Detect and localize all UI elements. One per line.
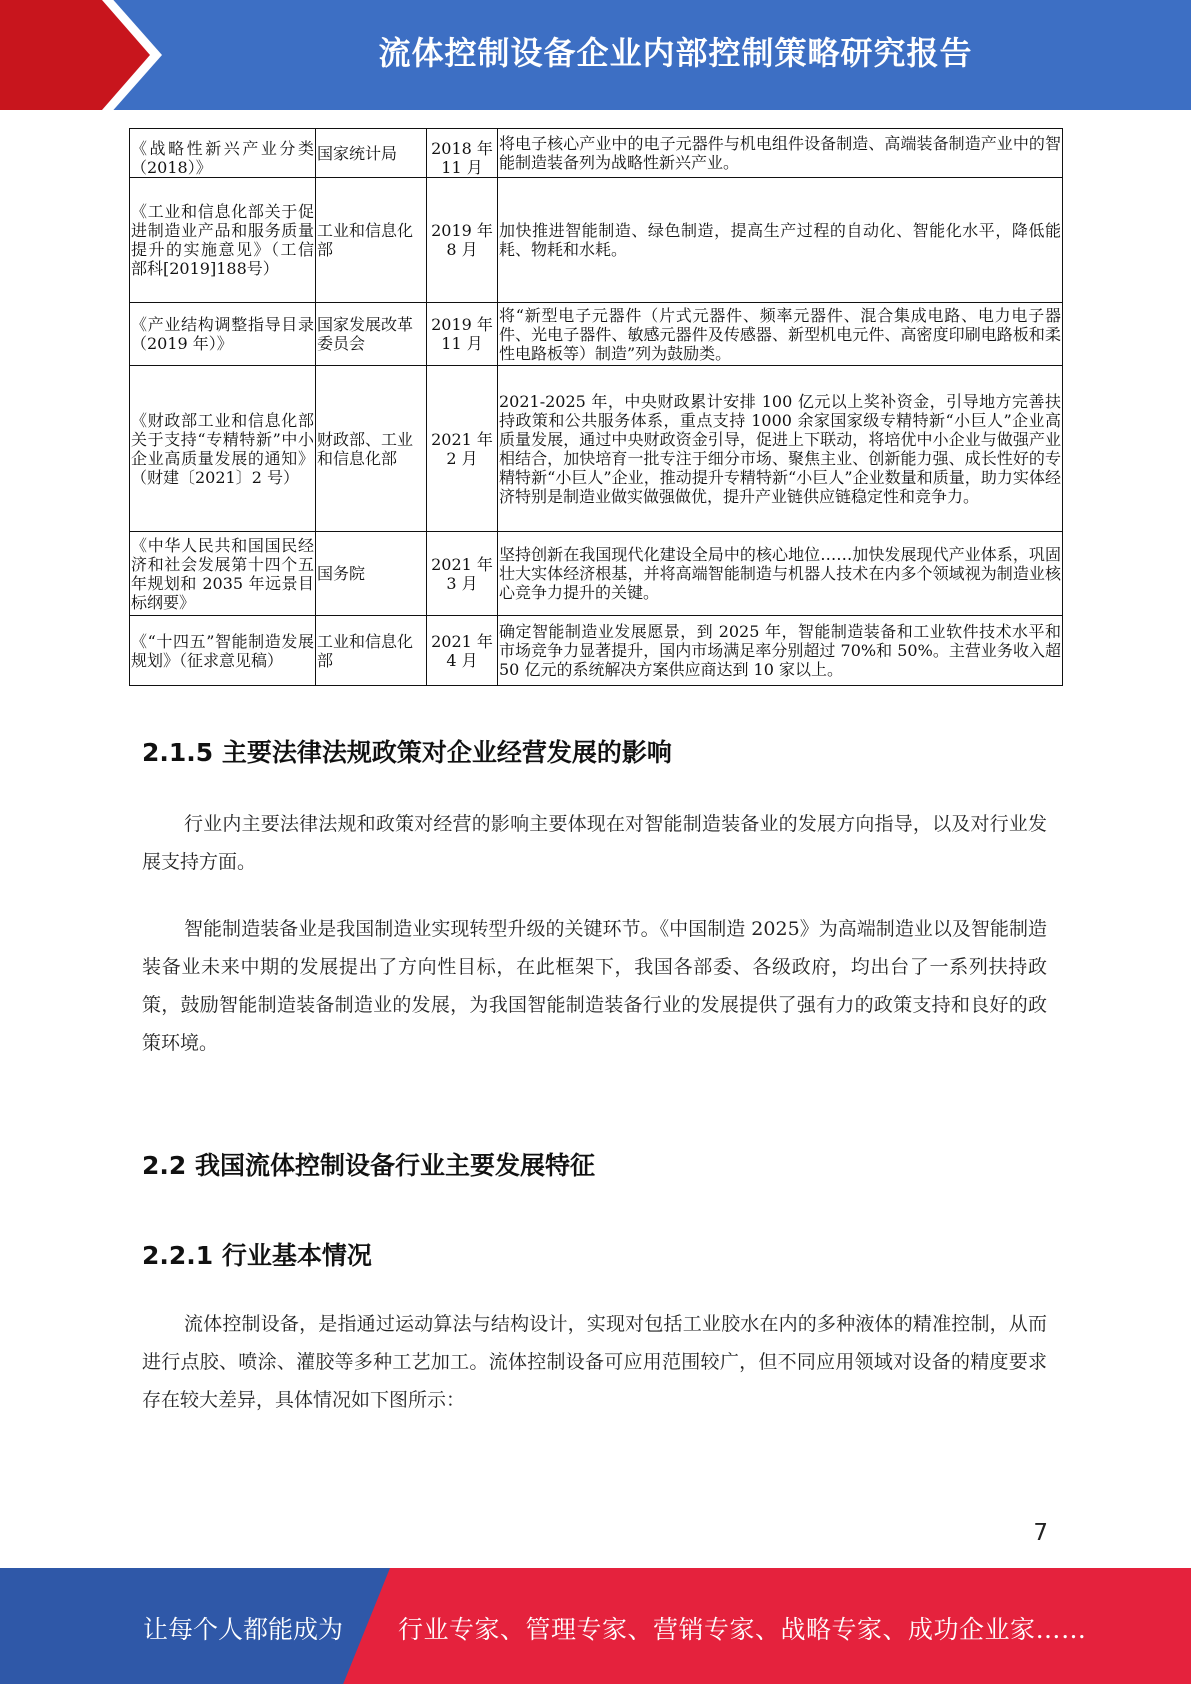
policy-name-cell: 《中华人民共和国国民经济和社会发展第十四个五年规划和 2035 年远景目标纲要》 bbox=[130, 532, 316, 616]
footer-slogan-right: 行业专家、管理专家、营销专家、战略专家、成功企业家…… bbox=[398, 1615, 1087, 1644]
section-heading-2-1-5: 2.1.5 主要法律法规政策对企业经营发展的影响 bbox=[142, 738, 672, 767]
policy-content-cell: 确定智能制造业发展愿景，到 2025 年，智能制造装备和工业软件技术水平和市场竞争力显著提升，国内市场满足率分别超过 70%和 50%。主营业务收入超 50 亿元的系统解决方案供应商达到 10 家以上。 bbox=[498, 616, 1063, 686]
table-row bbox=[130, 532, 1063, 616]
policy-content-cell: 坚持创新在我国现代化建设全局中的核心地位……加快发展现代产业体系，巩固壮大实体经济根基，并将高端智能制造与机器人技术在内多个领域视为制造业核心竞争力提升的关键。 bbox=[498, 532, 1063, 616]
policy-name-cell: 《“十四五”智能制造发展规划》（征求意见稿） bbox=[130, 616, 316, 686]
paragraph: 流体控制设备，是指通过运动算法与结构设计，实现对包括工业胶水在内的多种液体的精准控制，从而进行点胶、喷涂、灌胶等多种工艺加工。流体控制设备可应用范围较广，但不同应用领域对设备的精度要求存在较大差异，具体情况如下图所示： bbox=[142, 1313, 1047, 1411]
table-row bbox=[130, 616, 1063, 686]
footer-slogan-left: 让每个人都能成为 bbox=[143, 1615, 344, 1644]
policy-content-cell: 将电子核心产业中的电子元器件与机电组件设备制造、高端装备制造产业中的智能制造装备列为战略性新兴产业。 bbox=[498, 129, 1063, 178]
policy-date-cell: 2021 年 3 月 bbox=[427, 532, 498, 616]
section-heading-2-2: 2.2 我国流体控制设备行业主要发展特征 bbox=[142, 1151, 595, 1180]
table-row bbox=[130, 366, 1063, 532]
policy-name-cell: 《战略性新兴产业分类（2018）》 bbox=[130, 129, 316, 178]
paragraph: 智能制造装备业是我国制造业实现转型升级的关键环节。《中国制造 2025》为高端制造业以及智能制造装备业未来中期的发展提出了方向性目标，在此框架下，我国各部委、各级政府，均出台了一系列扶持政策，鼓励智能制造装备制造业的发展，为我国智能制造装备行业的发展提供了强有力的政策支持和良好的政策环境。 bbox=[142, 918, 1047, 1054]
policy-table bbox=[129, 128, 1063, 686]
policy-name-cell: 《产业结构调整指导目录（2019 年）》 bbox=[130, 303, 316, 366]
page-number: 7 bbox=[1033, 1520, 1048, 1546]
page-header-banner bbox=[0, 0, 1191, 110]
policy-content-cell: 2021-2025 年，中央财政累计安排 100 亿元以上奖补资金，引导地方完善扶持政策和公共服务体系，重点支持 1000 余家国家级专精特新“小巨人”企业高质量发展，通过中央财政资金引导，促进上下联动，将培优中小企业与做强产业相结合，加快培育一批专注于细分市场、聚焦主业、创新能力强、成长性好的专精特新“小巨人”企业，推动提升专精特新“小巨人”企业数量和质量，助力实体经济特别是制造业做实做强做优，提升产业链供应链稳定性和竞争力。 bbox=[498, 366, 1063, 532]
policy-content-cell: 将“新型电子元器件（片式元器件、频率元器件、混合集成电路、电力电子器件、光电子器件、敏感元器件及传感器、新型机电元件、高密度印刷电路板和柔性电路板等）制造”列为鼓励类。 bbox=[498, 303, 1063, 366]
policy-dept-cell: 国家发展改革委员会 bbox=[316, 303, 427, 366]
page-footer-banner bbox=[0, 1568, 1191, 1684]
paragraph: 行业内主要法律法规和政策对经营的影响主要体现在对智能制造装备业的发展方向指导，以及对行业发展支持方面。 bbox=[142, 813, 1047, 873]
policy-date-cell: 2021 年 4 月 bbox=[427, 616, 498, 686]
table-row bbox=[130, 178, 1063, 303]
report-title: 流体控制设备企业内部控制策略研究报告 bbox=[378, 34, 973, 72]
policy-date-cell: 2021 年 2 月 bbox=[427, 366, 498, 532]
table-row bbox=[130, 303, 1063, 366]
policy-name-cell: 《财政部工业和信息化部关于支持“专精特新”中小企业高质量发展的通知》（财建〔2021〕2 号） bbox=[130, 366, 316, 532]
policy-dept-cell: 工业和信息化部 bbox=[316, 616, 427, 686]
policy-date-cell: 2019 年 11 月 bbox=[427, 303, 498, 366]
policy-dept-cell: 工业和信息化部 bbox=[316, 178, 427, 303]
section-heading-2-2-1: 2.2.1 行业基本情况 bbox=[142, 1241, 372, 1270]
policy-dept-cell: 国家统计局 bbox=[316, 129, 427, 178]
policy-content-cell: 加快推进智能制造、绿色制造，提高生产过程的自动化、智能化水平，降低能耗、物耗和水耗。 bbox=[498, 178, 1063, 303]
policy-date-cell: 2019 年 8 月 bbox=[427, 178, 498, 303]
policy-dept-cell: 国务院 bbox=[316, 532, 427, 616]
policy-dept-cell: 财政部、工业和信息化部 bbox=[316, 366, 427, 532]
table-row bbox=[130, 129, 1063, 178]
policy-date-cell: 2018 年 11 月 bbox=[427, 129, 498, 178]
policy-name-cell: 《工业和信息化部关于促进制造业产品和服务质量提升的实施意见》（工信部科[2019]188号） bbox=[130, 178, 316, 303]
